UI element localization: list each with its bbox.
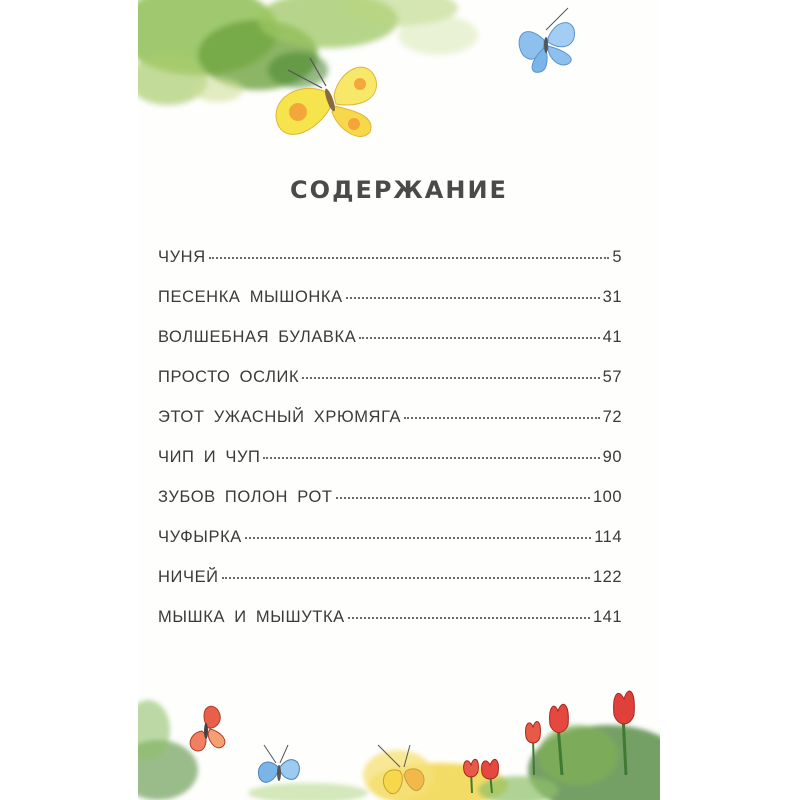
dot-leader xyxy=(245,537,591,539)
dot-leader xyxy=(359,337,599,339)
toc-entry[interactable] xyxy=(158,288,622,328)
toc-entry-page: 114 xyxy=(594,528,622,546)
toc-entry-title: ПЕСЕНКА МЫШОНКА xyxy=(158,288,343,306)
toc-entry[interactable] xyxy=(158,528,622,568)
dot-leader xyxy=(209,257,610,259)
toc-entry[interactable] xyxy=(158,488,622,528)
butterfly-red-icon xyxy=(190,706,225,751)
book-page xyxy=(138,0,660,800)
toc-entry[interactable] xyxy=(158,248,622,288)
butterfly-blue-icon xyxy=(519,8,574,72)
top-illustration xyxy=(138,0,660,150)
toc-entry-title: МЫШКА И МЫШУТКА xyxy=(158,608,345,626)
toc-entry[interactable] xyxy=(158,408,622,448)
table-of-contents xyxy=(158,248,622,648)
toc-entry[interactable] xyxy=(158,368,622,408)
toc-entry[interactable] xyxy=(158,448,622,488)
dot-leader xyxy=(336,497,590,499)
toc-entry-title: ЗУБОВ ПОЛОН РОТ xyxy=(158,488,333,506)
bottom-illustration xyxy=(138,675,660,800)
toc-entry-page: 72 xyxy=(602,408,622,426)
dot-leader xyxy=(263,457,599,459)
toc-entry-title: ВОЛШЕБНАЯ БУЛАВКА xyxy=(158,328,357,346)
toc-entry-title: ЧУФЫРКА xyxy=(158,528,242,546)
toc-entry-page: 57 xyxy=(602,368,622,386)
toc-entry-title: НИЧЕЙ xyxy=(158,568,219,586)
toc-entry-page: 90 xyxy=(602,448,622,466)
dot-leader xyxy=(348,617,590,619)
butterfly-blue-small-icon xyxy=(258,745,299,782)
toc-entry-page: 100 xyxy=(592,488,622,506)
toc-entry[interactable] xyxy=(158,568,622,608)
toc-entry-title: ЧИП И ЧУП xyxy=(158,448,261,466)
toc-entry-title: ПРОСТО ОСЛИК xyxy=(158,368,300,386)
toc-entry-page: 41 xyxy=(602,328,622,346)
dot-leader xyxy=(346,297,600,299)
toc-entry-page: 122 xyxy=(592,568,622,586)
toc-entry-page: 141 xyxy=(592,608,622,626)
toc-entry-page: 31 xyxy=(602,288,622,306)
dot-leader xyxy=(222,577,590,579)
toc-entry[interactable] xyxy=(158,608,622,648)
toc-entry-title: ЧУНЯ xyxy=(158,248,206,266)
dot-leader xyxy=(404,417,600,419)
dot-leader xyxy=(302,377,599,379)
toc-entry-title: ЭТОТ УЖАСНЫЙ ХРЮМЯГА xyxy=(158,408,402,426)
toc-entry-page: 5 xyxy=(612,248,622,266)
page-title: СОДЕРЖАНИЕ xyxy=(290,176,508,204)
toc-entry[interactable] xyxy=(158,328,622,368)
